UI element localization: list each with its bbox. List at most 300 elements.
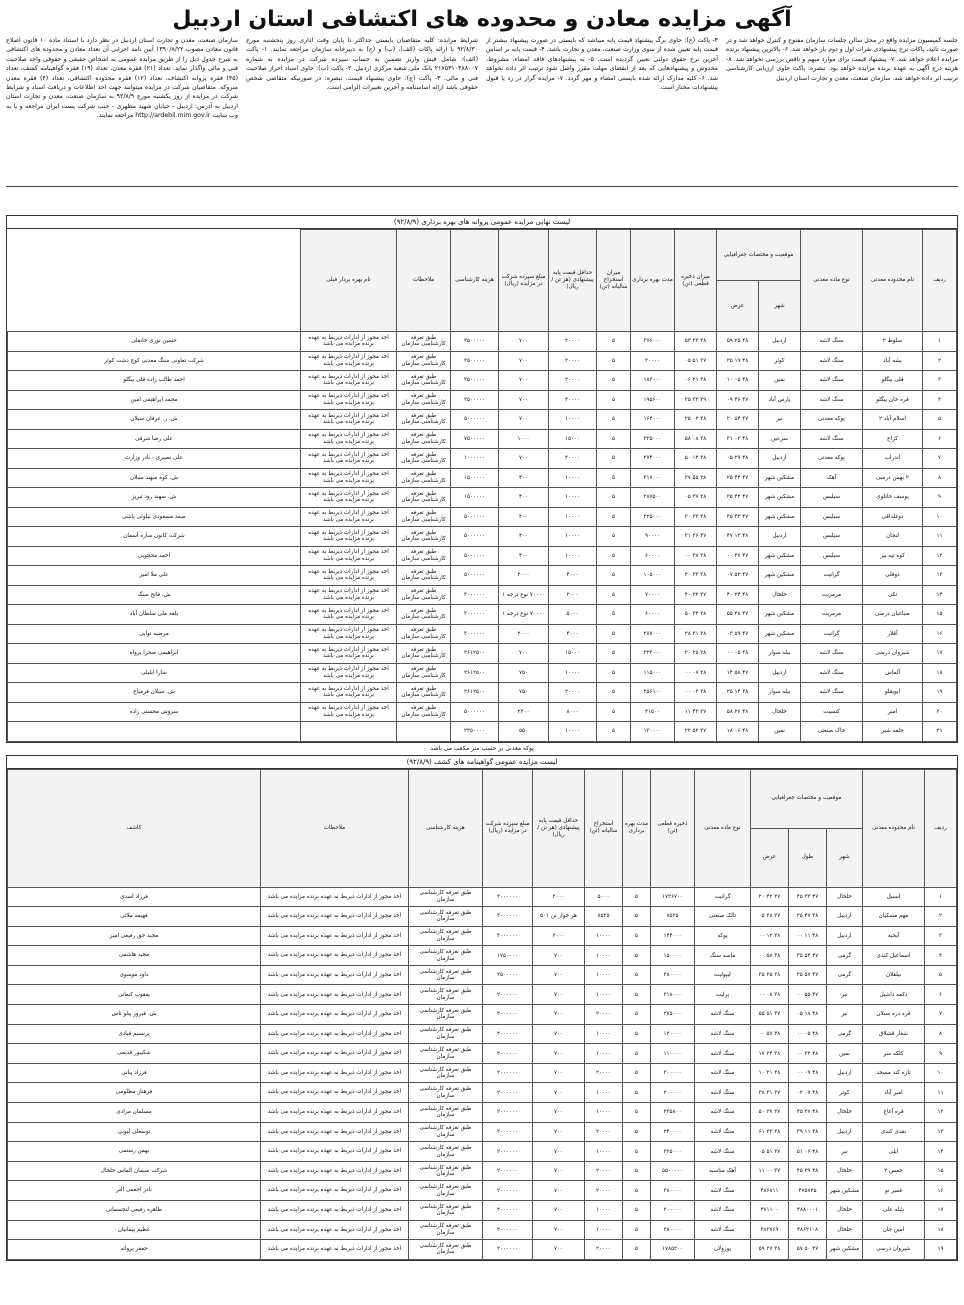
table-cell: ۵: [622, 1240, 650, 1260]
table-cell: ۳۹ ۳۳ ۲۵: [675, 390, 717, 410]
table-row: [8, 702, 957, 722]
table-cell: ۷۰۰: [532, 1240, 584, 1260]
table-cell: ۷۵۰۰۰۰۰: [451, 429, 499, 449]
table-cell: ۳۱۷۰۰۰: [631, 468, 675, 488]
table-cell: سنگ لاشه: [694, 1103, 750, 1123]
table-cell: ۳۸ ۰۸ ۰۰: [750, 985, 788, 1005]
table-cell: ۵: [622, 1044, 650, 1064]
table-cell: طبق تعرفه کارشناسی سازمان: [397, 566, 451, 586]
table-cell: اخذ مجوز از ادارات ذیربط به عهده برنده مزایده می باشد: [301, 351, 397, 371]
table-cell: ۴۰۰۰: [549, 566, 597, 586]
table-cell: ۱۴: [923, 585, 957, 605]
table-cell: ۳۷ ۵۱ ۰۵: [675, 351, 717, 371]
table-cell: سلوط ۲: [863, 332, 923, 352]
table-cell: ۷: [923, 449, 957, 469]
column-header: هزینه کارشناسی: [408, 769, 482, 887]
table-cell: ش. فاتح سنگ: [8, 585, 301, 605]
table-row: [8, 585, 957, 605]
table-cell: ۳۰۰۰: [532, 926, 584, 946]
table-cell: طبق تعرفه کارشناسی سازمان: [397, 390, 451, 410]
table-cell: پرنسیم قبادی: [8, 1024, 261, 1044]
table-cell: ۳۲۵۰۰۰: [650, 1142, 694, 1162]
table-cell: ۴۷ ۵۹ ۰۳: [717, 624, 759, 644]
table-cell: ۱۳: [923, 566, 957, 586]
table-cell: اخذ مجوز از ادارات ذیربط به عهده برنده مزایده می باشد: [301, 488, 397, 508]
table-cell: اخذ مجوز از ادارات ذیربط به عهده برنده مزایده می باشد: [301, 527, 397, 547]
table-cell: ۵: [622, 926, 650, 946]
table-cell: ۵: [597, 624, 631, 644]
table-cell: ۱۰۰۰۰: [584, 946, 622, 966]
table-cell: اخذ مجوز از ادارات ذیربط به عهده برنده مزایده می باشد: [301, 371, 397, 391]
table-cell: قره خان بیگلو: [863, 390, 923, 410]
table-cell: ۲۰۰۰۰۰۰: [482, 1024, 532, 1044]
table-cell: اخذ مجوز از ادارات ذیربط به عهده برنده مزایده می باشد: [301, 468, 397, 488]
table-cell: ۳۸ ۲۱ ۱۰: [750, 1063, 788, 1083]
column-header: نوع ماده معدنی: [801, 230, 863, 332]
table-cell: ۲۰۰۰۰۰۰: [482, 1142, 532, 1162]
table-cell: ۳۰۰۰۰۰۰: [451, 624, 499, 644]
table-cell: صباغیان درسی: [863, 605, 923, 625]
table-cell: طبق تعرفه کارشناسی سازمان: [397, 351, 451, 371]
table-cell: ۵: [597, 390, 631, 410]
table-cell: فرهناز مظلومی: [8, 1083, 261, 1103]
table-cell: ۴۸ ۲۴ ۴۰: [717, 585, 759, 605]
table-cell: ۴۷۵۷۲۵: [789, 1181, 827, 1201]
page-title: آگهی مزایده معادن و محدوده های اکتشافی استان اردبیل: [172, 7, 792, 32]
table-cell: آقلار: [863, 624, 923, 644]
table-cell: ۵۰۰۰۰۰۰: [451, 527, 499, 547]
table-cell: ۵: [597, 605, 631, 625]
table-cell: سنگ لاشه: [694, 1181, 750, 1201]
table-cell: ۹: [923, 488, 957, 508]
table-cell: خمس ۲: [863, 1161, 925, 1181]
table-cell: ۳۷ ۵۱ ۰۵: [750, 1142, 788, 1162]
table-cell: طبق تعرفه کارشناسی سازمان: [408, 1005, 482, 1025]
table-cell: ۲۵۶۱۰۰: [631, 683, 675, 703]
table-cell: ۴۸ ۴۷ ۲۵: [789, 907, 827, 927]
table-cell: ۲۰۰۰۰۰۰: [482, 1103, 532, 1123]
table-cell: ۱۹: [923, 683, 957, 703]
table-cell: ۴۸ ۱۹ ۳۵: [717, 351, 759, 371]
table-cell: ۱۹۵۶۰۰: [631, 390, 675, 410]
table-cell: ۴۸ ۱۴ ۲۵: [717, 683, 759, 703]
table-cell: [8, 722, 301, 742]
table-cell: ۲۱: [923, 722, 957, 742]
table-cell: ۳۸ ۵۷ ۰۰: [750, 1024, 788, 1044]
table-cell: اخذ مجوز از ادارات ذیربط به عهده برنده مزایده می باشد: [301, 507, 397, 527]
table-cell: ۱۸۳۰۰۰: [631, 371, 675, 391]
table-cell: طبق تعرفه کارشناسی سازمان: [397, 332, 451, 352]
table-cell: ۴۸ ۰۳ ۳۱: [717, 429, 759, 449]
table-cell: مشکین شهر: [759, 507, 801, 527]
table-cell: ۷۰۰: [532, 1063, 584, 1083]
table-row: [8, 371, 957, 391]
table-row: [8, 663, 957, 683]
table-cell: ۷۰۰: [499, 390, 549, 410]
table-cell: ۴۸ ۰۷ ۰۲: [789, 1083, 827, 1103]
table-cell: ۷۰۰: [532, 1161, 584, 1181]
table-cell: قمیر تو: [863, 1181, 925, 1201]
table-row: [8, 1220, 957, 1240]
table-cell: ۳۸ ۲۵ ۲۰: [675, 644, 717, 664]
table-cell: ۵: [597, 585, 631, 605]
table-cell: ۱۲: [925, 1103, 957, 1123]
table-cell: کزاج: [863, 429, 923, 449]
table-cell: ۲۳۵۰۰۰۰: [451, 722, 499, 742]
table-row: [8, 1181, 957, 1201]
table-cell: ۴۷ ۵۴ ۲۰: [717, 410, 759, 430]
table-cell: ۲۲۵۰۰۰: [631, 507, 675, 527]
table-cell: اخذ مجوز از ادارات ذیربط به عهده برنده مزایده می باشد: [260, 1240, 408, 1260]
table-cell: ۱۱۵۰۰۰: [631, 663, 675, 683]
table-cell: طبق تعرفه کارشناسی سازمان: [397, 410, 451, 430]
table-cell: ۴۰۰۰۰: [549, 390, 597, 410]
table-cell: ۳۱۸۰۰۰: [650, 985, 694, 1005]
table-cell: ۷۰۰: [532, 985, 584, 1005]
column-header: مدت بهره برداری: [631, 230, 675, 332]
table-cell: اخذ مجوز از ادارات ذیربط به عهده برنده مزایده می باشد: [301, 605, 397, 625]
table-cell: ۱۰۰۰۰: [549, 488, 597, 508]
table-cell: ۵: [622, 1201, 650, 1221]
table-cell: ۹۰۰۰۰: [631, 527, 675, 547]
table-cell: گرانیت: [801, 624, 863, 644]
table-cell: ۷۰۰: [532, 1181, 584, 1201]
table-cell: سارا ابلیلی: [8, 663, 301, 683]
table-cell: ایلی: [863, 1142, 925, 1162]
licenses-table: [7, 229, 957, 742]
table-cell: نوسعلی لیونی: [8, 1122, 261, 1142]
table-cell: اخذ مجوز از ادارات ذیربط به عهده برنده مزایده می باشد: [260, 1044, 408, 1064]
table-cell: خلخال: [827, 1161, 863, 1181]
table-cell: نمین: [827, 1044, 863, 1064]
table-cell: ۵: [622, 1005, 650, 1025]
table-cell: طبق تعرفه کارشناسی سازمان: [408, 1083, 482, 1103]
table-cell: ۶: [925, 985, 957, 1005]
table-cell: طبق تعرفه کارشناسی سازمان: [397, 702, 451, 722]
column-header: میزان استخراج سالیانه (تن): [597, 230, 631, 332]
coord-subheader: عرض: [717, 281, 759, 332]
table-cell: ۲۰۰۰۰: [549, 332, 597, 352]
table-cell: ۷۰۰: [499, 351, 549, 371]
table-cell: شرکت سیمان الماس خلخال: [8, 1161, 261, 1181]
table-cell: سیلیس: [801, 546, 863, 566]
table-cell: ۲۸۷۰۰۰: [631, 624, 675, 644]
table-cell: ۳۷ ۴۲ ۲۰: [750, 887, 788, 907]
table-cell: ۳۷ ۲۶ ۲۱: [675, 527, 717, 547]
table-cell: اخذ مجوز از ادارات ذیربط به عهده برنده مزایده می باشد: [260, 1181, 408, 1201]
table-cell: اخذ مجوز از ادارات ذیربط به عهده برنده مزایده می باشد: [260, 907, 408, 927]
table-cell: ۵: [622, 965, 650, 985]
table-cell: نیر: [827, 1005, 863, 1025]
table-cell: سنگ لاشه: [694, 1201, 750, 1221]
table-cell: طبق تعرفه کارشناسی سازمان: [408, 1220, 482, 1240]
table-cell: سیلیس: [801, 527, 863, 547]
table-cell: ۴۷ ۴۳ ۳۵: [717, 507, 759, 527]
table-cell: ۵: [597, 410, 631, 430]
column-header: مبلغ سپرده شرکت در مزایده (ریال): [499, 230, 549, 332]
table-cell: یعقوب کنعانی: [8, 985, 261, 1005]
table-cell: ۲۰۰۰۰۰۰: [482, 1083, 532, 1103]
table-row: [8, 546, 957, 566]
column-header: حداقل قیمت پایه پیشنهادی (هر تن / ریال): [532, 769, 584, 887]
table-cell: ۴۰۰: [499, 527, 549, 547]
table-cell: احمد محجوبی: [8, 546, 301, 566]
table-cell: ۶۰۰۰۰: [631, 605, 675, 625]
table-cell: اردبیل: [759, 527, 801, 547]
table-cell: پوزولان: [694, 1240, 750, 1260]
table-cell: یوسف خانلوی: [863, 488, 923, 508]
table-cell: ۲۲۵۰۰۰: [631, 429, 675, 449]
table-row: [8, 1240, 957, 1260]
table-row: [8, 1044, 957, 1064]
table-cell: بیله سوار: [759, 683, 801, 703]
table-cell: ۴۸ ۱۱ ۰۰: [789, 926, 827, 946]
table-cell: ۷۰۰۰۰: [631, 585, 675, 605]
table-cell: ۴۸ ۱۳ ۴۷: [717, 527, 759, 547]
table-cell: قره آغاج: [863, 1103, 925, 1123]
table-cell: ۳۸ ۲۷ ۵۹: [750, 1240, 788, 1260]
table-cell: طبق تعرفه کارشناسی سازمان: [408, 946, 482, 966]
table-cell: سنگ لاشه: [694, 1063, 750, 1083]
table-cell: ۲۰۰۰۰۰۰: [482, 985, 532, 1005]
table-row: [8, 1063, 957, 1083]
table-cell: ۳۰۰۰۰۰: [650, 1063, 694, 1083]
table-cell: طبق تعرفه کارشناسی سازمان: [408, 985, 482, 1005]
table-cell: ۵۰۰۰۰۰۰: [451, 566, 499, 586]
table-cell: ۱۶۴۰۰۰: [631, 410, 675, 430]
table-cell: طبق تعرفه کارشناسی سازمان: [408, 1044, 482, 1064]
table-cell: ۲۰۰۰۰: [584, 1240, 622, 1260]
table-cell: پوکه: [694, 926, 750, 946]
licenses-table-title: لیست نهایی مزایده عمومی پروانه های بهره برداری (۹۲/۸/۹): [7, 216, 957, 229]
table-cell: بیله سوار: [759, 644, 801, 664]
table-cell: سنگ لاشه: [694, 1083, 750, 1103]
table-cell: سنگ لاشه: [801, 683, 863, 703]
table-cell: اخذ مجوز از ادارات ذیربط به عهده برنده مزایده می باشد: [260, 1103, 408, 1123]
table-cell: طبق تعرفه کارشناسی سازمان: [397, 605, 451, 625]
table-row: [8, 527, 957, 547]
table-cell: کلکه سر: [863, 1044, 925, 1064]
table-cell: سروش محسنی زاده: [8, 702, 301, 722]
table-cell: ۲۰۰۰۰: [549, 351, 597, 371]
table-cell: لیپولیت: [694, 965, 750, 985]
table-cell: نیلقلان: [863, 965, 925, 985]
table-cell: ۷۰۰۰۰ نوع درجه ۱: [499, 585, 549, 605]
table-cell: خلخال: [827, 1220, 863, 1240]
table-cell: ۳۷ ۲۷ ۵۰: [750, 1103, 788, 1123]
table-cell: خلخال: [827, 1201, 863, 1221]
table-cell: ۵: [597, 351, 631, 371]
table-cell: اسماعیل کندی: [863, 946, 925, 966]
table-cell: ۲۵۰۰۰۰۰: [482, 965, 532, 985]
table-cell: اخذ مجوز از ادارات ذیربط به عهده برنده مزایده می باشد: [301, 644, 397, 664]
table-cell: کوثر: [827, 1083, 863, 1103]
table-cell: مجید حق رفیعی امیر: [8, 926, 261, 946]
table-cell: گرانیت: [694, 887, 750, 907]
column-header: استخراج سالیانه (تن): [584, 769, 622, 887]
table-cell: طبق تعرفه کارشناسی سازمان: [397, 546, 451, 566]
table-row: [8, 410, 957, 430]
table-cell: ۴۰۰: [499, 546, 549, 566]
table-cell: ۵: [597, 488, 631, 508]
column-header: مبلغ سپرده شرکت در مزایده (ریال): [482, 769, 532, 887]
table-cell: علی ملا امیر: [8, 566, 301, 586]
table-cell: اخذ مجوز از ادارات ذیربط به عهده برنده مزایده می باشد: [260, 1005, 408, 1025]
column-header: ملاحظات: [260, 769, 408, 887]
table-row: [8, 468, 957, 488]
table-cell: ۲۰۰۰: [499, 566, 549, 586]
table-cell: ۲۶۱۲۵۰۰: [451, 663, 499, 683]
table-cell: سنگ لاشه: [801, 332, 863, 352]
table-row: [8, 566, 957, 586]
table-cell: ۳۸ ۰۷ ۰۰: [675, 663, 717, 683]
table-cell: اخذ مجوز از ادارات ذیربط به عهده برنده مزایده می باشد: [301, 566, 397, 586]
column-header: موقعیت و مختصات جغرافیایی: [717, 230, 801, 281]
coord-subheader: طول: [789, 828, 827, 887]
table-cell: طبق تعرفه کارشناسی سازمان: [397, 663, 451, 683]
table-cell: ۴۸ ۰۶ ۱۸: [717, 722, 759, 742]
table-cell: طاهره رفیعی لنجسمانی: [8, 1201, 261, 1221]
table-cell: ۱۰: [923, 507, 957, 527]
table-cell: سرعین: [759, 429, 801, 449]
table-cell: اخذ مجوز از ادارات ذیربط به عهده برنده مزایده می باشد: [260, 1024, 408, 1044]
table-cell: ۱۷۲۶۷۰۰: [650, 887, 694, 907]
table-cell: ۵: [622, 1142, 650, 1162]
table-cell: ۱۵۰۰۰۰۰: [451, 468, 499, 488]
table-cell: گرمی: [827, 946, 863, 966]
table-cell: سیلیس: [801, 507, 863, 527]
table-cell: طبق تعرفه کارشناسی سازمان: [397, 683, 451, 703]
table-cell: ۵۵۰۰۰۰۰: [650, 1161, 694, 1181]
table-cell: ۵: [597, 429, 631, 449]
table-cell: ۴۸ ۳۹ ۴۵: [789, 1161, 827, 1181]
table-cell: اردبیل: [759, 663, 801, 683]
table-cell: ۱۳۰۰۰۰: [631, 722, 675, 742]
table-cell: ۱۰۰۰۰: [584, 985, 622, 1005]
table-cell: ۵: [622, 1063, 650, 1083]
table-cell: خلخال: [759, 585, 801, 605]
table-cell: احمد طالب زاده قلی بیگلو: [8, 371, 301, 391]
table-cell: طبق تعرفه کارشناسی سازمان: [397, 644, 451, 664]
table-cell: فهیمه ملائی: [8, 907, 261, 927]
intro-text: [6, 36, 958, 187]
table-cell: نیر: [827, 985, 863, 1005]
table-cell: فرزاد پیانی: [8, 1063, 261, 1083]
table-cell: ۵: [622, 887, 650, 907]
table-cell: نادر اجعمی التر: [8, 1181, 261, 1201]
table-cell: ۱۰۰۰۰: [584, 1083, 622, 1103]
table-cell: ۳۵۰۰۰۰۰: [451, 351, 499, 371]
table-cell: ۱۱: [923, 527, 957, 547]
table-cell: ۷۰۰: [532, 1005, 584, 1025]
table-cell: ۳۸ ۳۳ ۴۰: [675, 566, 717, 586]
table-cell: ۳: [923, 371, 957, 391]
table-cell: ۷۰۰: [499, 449, 549, 469]
table-cell: سنگ لاشه: [801, 390, 863, 410]
table-cell: ۲۰۰۰۰۰۰: [482, 1161, 532, 1181]
table-cell: سنگ لاشه: [801, 663, 863, 683]
table-cell: ۲: [923, 351, 957, 371]
table-cell: ۱۰۰۰۰: [549, 527, 597, 547]
table-cell: طبق تعرفه کارشناسی سازمان: [397, 429, 451, 449]
table-cell: طبق تعرفه کارشناسی سازمان: [408, 907, 482, 927]
table-cell: اخذ مجوز از ادارات ذیربط به عهده برنده مزایده می باشد: [260, 985, 408, 1005]
table-cell: ۹: [925, 1044, 957, 1064]
table-cell: دکمه داشیل: [863, 985, 925, 1005]
table-cell: ۴۷ ۵۷ ۲۵: [789, 965, 827, 985]
table-cell: قره دره سبلان: [863, 1005, 925, 1025]
table-cell: ۴۸ ۰۵ ۰۰: [789, 1024, 827, 1044]
table-cell: اردبیل: [827, 1063, 863, 1083]
table-cell: اخذ مجوز از ادارات ذیربط به عهده برنده مزایده می باشد: [260, 1161, 408, 1181]
table-cell: ۱۸: [925, 1220, 957, 1240]
table-cell: ۴۷۱۱۰۰: [750, 1201, 788, 1221]
table-cell: ۳۰۰۰۰۰۰: [451, 605, 499, 625]
licenses-table-section: [6, 215, 958, 743]
table-cell: مرمریت: [801, 585, 863, 605]
table-cell: ۲۰۰۰۰: [584, 1122, 622, 1142]
table-cell: گرمی: [827, 965, 863, 985]
table-cell: ش. ر. عرفان سبلان: [8, 410, 301, 430]
table-cell: ۳۷ ۳۱ ۳۸: [750, 1083, 788, 1103]
table-cell: پارس آباد: [759, 390, 801, 410]
table-cell: قلی بیگلو: [863, 371, 923, 391]
table-cell: ۱۸: [923, 663, 957, 683]
table-cell: سنگ لاشه: [694, 1005, 750, 1025]
table-cell: نقدی کندی: [863, 1122, 925, 1142]
table-cell: شرکت تعاونی سنگ معدنی کوچ دشت کوثر: [8, 351, 301, 371]
table-cell: اخذ مجوز از ادارات ذیربط به عهده برنده مزایده می باشد: [301, 410, 397, 430]
table-cell: کوه تپه بیز: [863, 546, 923, 566]
table-cell: مهم مسکیان: [863, 907, 925, 927]
table-cell: سنگ لاشه: [801, 371, 863, 391]
table-row: [8, 605, 957, 625]
table-cell: ۳۸ ۲۳ ۵۳: [675, 332, 717, 352]
table-cell: خلخال: [759, 702, 801, 722]
discovery-table-section: [6, 755, 958, 1261]
table-cell: ۳۸۲۷۶۹: [750, 1220, 788, 1240]
table-cell: ۴: [923, 390, 957, 410]
table-cell: ۷: [925, 1005, 957, 1025]
table-cell: اسلام آباد ۲: [863, 410, 923, 430]
table-cell: ۲۰۰۰۰۰۰: [482, 1181, 532, 1201]
table-cell: اخذ مجوز از ادارات ذیربط به عهده برنده مزایده می باشد: [260, 946, 408, 966]
column-header: حداقل قیمت پایه پیشنهادی (هر تن / ریال): [549, 230, 597, 332]
table-cell: ۲۰۰۰۰۰۰: [482, 1063, 532, 1083]
table-cell: ۵: [622, 1181, 650, 1201]
table-cell: سنگ لاشه: [694, 1024, 750, 1044]
table-cell: مرمریت: [801, 605, 863, 625]
table-cell: ۲۶۱۲۵۰۰: [451, 644, 499, 664]
table-cell: اخذ مجوز از ادارات ذیربط به عهده برنده مزایده می باشد: [301, 332, 397, 352]
table-cell: ۳۵۰۰۰۰۰: [451, 390, 499, 410]
table-cell: طبق تعرفه کارشناسی سازمان: [408, 887, 482, 907]
table-cell: تالک صنعتی: [694, 907, 750, 927]
table-cell: تازه کند مسجد: [863, 1063, 925, 1083]
table-cell: ۱۰۰۰۰: [549, 410, 597, 430]
table-row: [8, 722, 957, 742]
table-row: [8, 683, 957, 703]
table-cell: ۲۸۷۵۰۰: [631, 488, 675, 508]
table-cell: یلفه ملی سلطان آباد: [8, 605, 301, 625]
table-cell: شیروان درسی: [863, 644, 923, 664]
table-cell: تکی: [863, 585, 923, 605]
column-header: نام بهره بردار قبلی: [301, 230, 397, 332]
table-cell: ۷۰۰: [532, 1201, 584, 1221]
table-cell: ۳۸ ۲۴ ۱۷: [750, 1044, 788, 1064]
table-cell: ۲۴۰۰۰۰: [650, 1122, 694, 1142]
table-row: [8, 429, 957, 449]
